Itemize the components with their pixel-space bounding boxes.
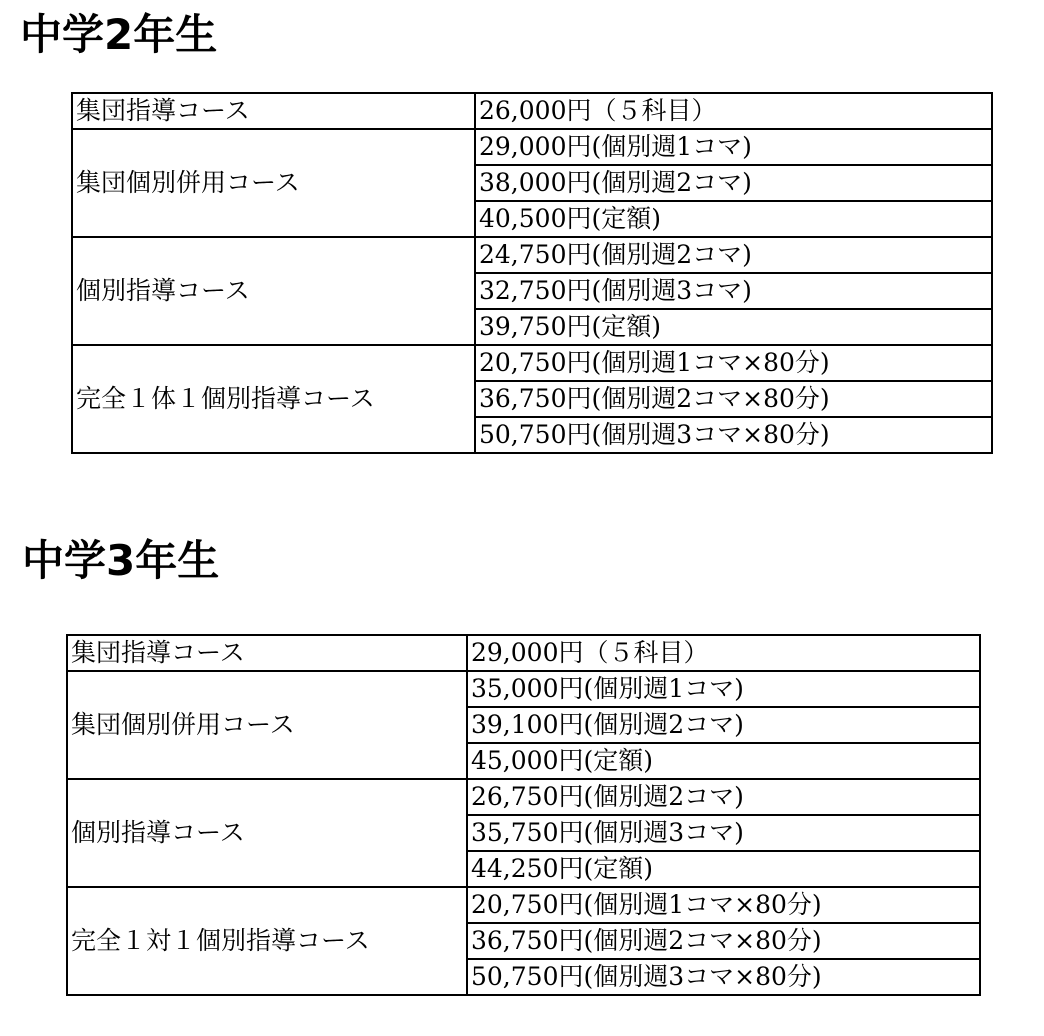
price-cell: 45,000円(定額) — [467, 743, 980, 779]
price-cell: 32,750円(個別週3コマ) — [475, 273, 992, 309]
table-row — [72, 345, 992, 381]
price-cell: 36,750円(個別週2コマ×80分) — [475, 381, 992, 417]
course-name-individual: 個別指導コース — [67, 779, 467, 887]
course-name-individual: 個別指導コース — [72, 237, 475, 345]
price-cell: 20,750円(個別週1コマ×80分) — [475, 345, 992, 381]
table-row — [72, 129, 992, 165]
price-cell: 29,000円（５科目） — [467, 635, 980, 671]
price-cell: 26,750円(個別週2コマ) — [467, 779, 980, 815]
course-name-combined: 集団個別併用コース — [72, 129, 475, 237]
price-cell: 40,500円(定額) — [475, 201, 992, 237]
price-cell: 50,750円(個別週3コマ×80分) — [475, 417, 992, 453]
table-row — [72, 237, 992, 273]
fee-table-grade3 — [66, 634, 981, 996]
course-name-combined: 集団個別併用コース — [67, 671, 467, 779]
price-cell: 39,100円(個別週2コマ) — [467, 707, 980, 743]
price-cell: 38,000円(個別週2コマ) — [475, 165, 992, 201]
price-cell: 50,750円(個別週3コマ×80分) — [467, 959, 980, 995]
course-name-group: 集団指導コース — [67, 635, 467, 671]
table-row — [67, 671, 980, 707]
fee-table-grade2 — [71, 92, 993, 454]
course-name-group: 集団指導コース — [72, 93, 475, 129]
course-name-one-on-one: 完全１体１個別指導コース — [72, 345, 475, 453]
price-cell: 24,750円(個別週2コマ) — [475, 237, 992, 273]
table-row — [67, 887, 980, 923]
table-row — [67, 779, 980, 815]
price-cell: 35,000円(個別週1コマ) — [467, 671, 980, 707]
price-cell: 29,000円(個別週1コマ) — [475, 129, 992, 165]
course-name-one-on-one: 完全１対１個別指導コース — [67, 887, 467, 995]
price-cell: 26,000円（５科目） — [475, 93, 992, 129]
price-cell: 36,750円(個別週2コマ×80分) — [467, 923, 980, 959]
section-title-grade2: 中学2年生 — [20, 10, 218, 59]
price-cell: 44,250円(定額) — [467, 851, 980, 887]
price-cell: 35,750円(個別週3コマ) — [467, 815, 980, 851]
table-row — [67, 635, 980, 671]
price-cell: 20,750円(個別週1コマ×80分) — [467, 887, 980, 923]
table-row — [72, 93, 992, 129]
section-title-grade3: 中学3年生 — [22, 536, 220, 585]
price-cell: 39,750円(定額) — [475, 309, 992, 345]
